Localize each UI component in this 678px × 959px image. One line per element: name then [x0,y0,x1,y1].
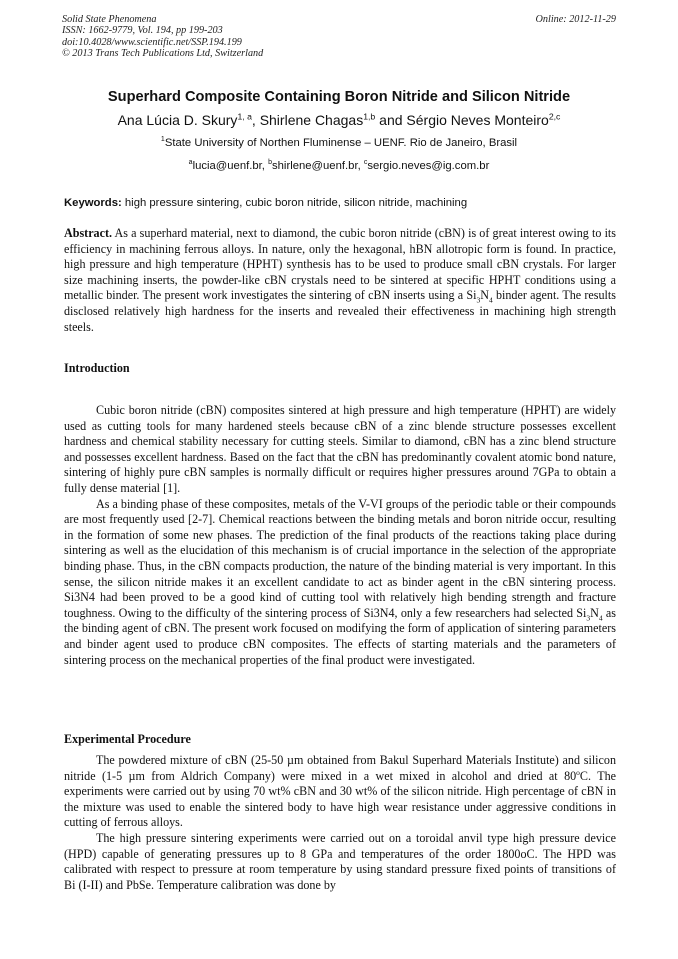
paragraph: The high pressure sintering experiments were carried out on a toroidal anvil type high pressure device (HPD) capable of generating pressures up to 8 GPa and temperatures of the order 1800oC. The HPD was calibrated with respect to pressure at room temperature by using standard pressure fixed points of transitions of Bi (I-II) and PbSe. Temperature calibration was done by [64,830,616,892]
subscript: 3 [476,295,481,305]
affiliation-text: State University of Northen Fluminense – UENF. Rio de Janeiro, Brasil [164,137,518,149]
email-mark: b [268,159,272,167]
abstract [64,226,616,335]
email-mark: a [188,159,193,167]
paragraph-text: N [590,605,599,620]
paragraph-text: as the binding agent of cBN. The present work focused on modifying the form of application of sintering parameters and binder agent used to produce cBN composites. The effects of starting materials and the parameters of sintering process on the mechanical properties of the final product were investigated. [64,605,616,667]
subscript: 4 [488,295,493,305]
author-name: Sérgio Neves Monteiro [406,112,549,128]
author-emails [62,159,616,173]
email-link[interactable]: lucia@uenf.br, [192,160,269,172]
superscript: o [576,767,580,777]
paper-title: Superhard Composite Containing Boron Nitride and Silicon Nitride [107,89,571,105]
abstract-text: binder agent. The results disclosed relatively high hardness for the inserts and revealed their effectiveness in machining high strength steels. [64,288,616,334]
journal-doi[interactable]: doi:10.4028/www.scientific.net/SSP.194.199 [62,36,242,48]
keywords [64,196,616,210]
author-name: Shirlene Chagas [259,112,364,128]
author-affiliation-mark: 2,c [548,111,561,122]
email-mark: c [363,159,368,167]
keywords-text: high pressure sintering, cubic boron nitride, silicon nitride, machining [121,197,468,209]
abstract-text: N [480,288,489,303]
journal-issn: ISSN: 1662-9779, Vol. 194, pp 199-203 [62,25,223,37]
abstract-text: As a superhard material, next to diamond, the cubic boron nitride (cBN) is of great interest owing to its efficiency in machining ferrous alloys. In nature, only the hexagonal, hBN allotropic form is found. In practice, high pressure and high temperature (HPHT) synthesis has to be used to produce small cBN crystals. For larger size machining inserts, the powder-like cBN crystals need to be sintered at specific HPHT conditions using a metallic binder. The present work investigates the sintering of cBN inserts using a Si [64,226,616,303]
author-separator: and [375,112,407,128]
author-separator: , [251,112,260,128]
keywords-label: Keywords: [64,197,122,209]
paragraph [64,497,616,669]
section-heading-introduction: Introduction [64,361,130,375]
author-name: Ana Lúcia D. Skury [117,112,238,128]
journal-header [62,14,616,59]
subscript: 3 [586,613,591,623]
online-date: Online: 2012-11-29 [535,14,616,25]
paragraph-text: As a binding phase of these composites, metals of the V-VI groups of the periodic table or their compounds are most frequently used [2-7]. Chemical reactions between the binding metals and boron nitride occur, resulting in the formation of some new phases. The prediction of the final products of the reactions taking place during sintering as well as the elucidation of this mechanism is of crucial importance in the selection of the appropriate binding phase. Thus, in the cBN compacts production, the nature of the binding material is very important. In this sense, the silicon nitride makes it an excellent candidate to act as binder agent in the cBN sintering process. Si3N4 had been proved to be a good kind of cutting tool with relatively high bending strength and fracture toughness. Owing to the difficulty of the sintering process of Si3N4, only a few researchers had selected Si [64,496,616,620]
experimental-body [64,753,616,893]
affiliation [62,136,616,150]
journal-name: Solid State Phenomena [62,14,157,25]
section-heading-experimental: Experimental Procedure [64,732,191,746]
journal-copyright: © 2013 Trans Tech Publications Ltd, Switzerland [62,47,264,59]
paragraph-text: C. The experiments were carried out by using 70 wt% cBN and 30 wt% of the silicon nitride. High percentage of cBN in the mixture was used to enable the sintered body to have high wear resistance under aggressive conditions in cutting of ferrous alloys. [64,768,617,830]
email-link[interactable]: shirlene@uenf.br, [272,160,364,172]
author-list [62,110,616,130]
paragraph [64,753,616,831]
author-affiliation-mark: 1, a [237,111,252,122]
introduction-body [64,403,616,668]
subscript: 4 [598,613,603,623]
email-link[interactable]: sergio.neves@ig.com.br [367,160,490,172]
abstract-label: Abstract. [64,226,113,240]
author-affiliation-mark: 1,b [363,111,376,122]
paragraph: Cubic boron nitride (cBN) composites sintered at high pressure and high temperature (HPHT) are widely used as cutting tools for many hardened steels because cBN of a zinc blende structure possesses excellent hardness and chemical stability necessary for cutting steels. Similar to diamond, cBN has a zinc blend structure and possesses excellent hardness. Based on the fact that the cBN has predominantly covalent atomic bond nature, sintering of highly pure cBN samples is normally difficult or requires higher pressures around 7GPa to obtain a fully dense material [1]. [64,403,616,495]
affiliation-mark: 1 [160,136,165,144]
paragraph-text: The powdered mixture of cBN (25-50 µm obtained from Bakul Superhard Materials Institute) and silicon nitride (1-5 µm from Aldrich Company) were mixed in a wet mixed in alcohol and dried at 80 [64,753,616,783]
